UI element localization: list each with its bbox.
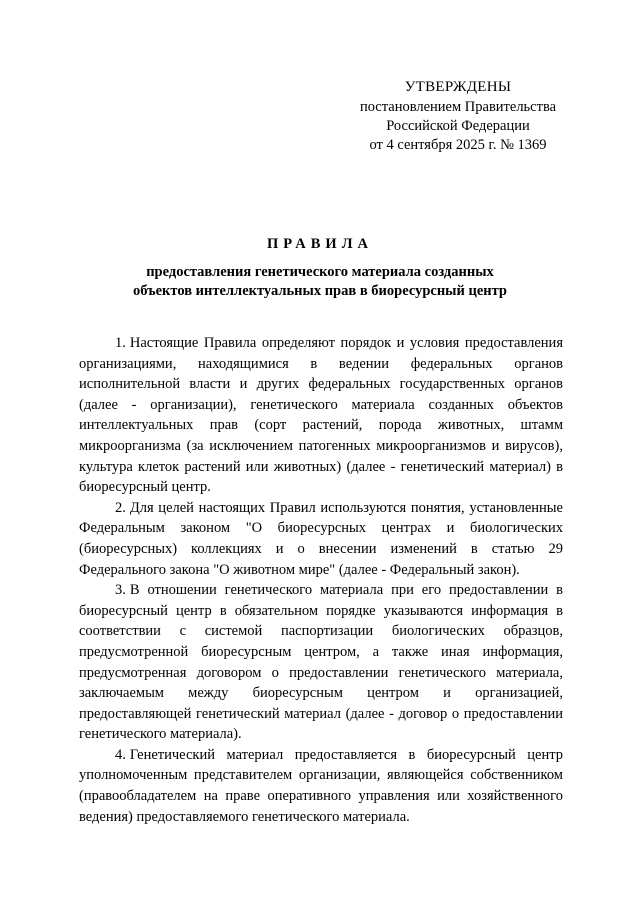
document-heading: ПРАВИЛА [267,236,373,252]
paragraph-number: 1. [115,335,126,351]
subtitle-line-2: объектов интеллектуальных прав в биоресурсный центр [133,283,507,299]
paragraph-number: 4. [115,746,126,763]
paragraph-1 [79,333,563,498]
document-subtitle [80,263,560,301]
paragraph-text: Для целей настоящих Правил используются понятия, установленные Федеральным законом "О биоресурсных центрах и биологических (биоресурсных) коллекциях и о внесении изменений в статью 29 Федерального закона "О животном мире" (далее - Федеральный закон). [79,499,563,578]
paragraph-number: 3. [115,582,126,599]
paragraph-number: 2. [115,499,126,516]
subtitle-line-1: предоставления генетического материала созданных [146,264,494,280]
paragraph-text: Генетический материал предоставляется в биоресурсный центр уполномоченным представителем организации, являющейся собственником (правообладателем на праве оперативного управления или хозяйственного ведения) предоставляемого генетического материала. [79,746,563,825]
approval-block [338,78,578,155]
document-body [79,333,563,827]
paragraph-text: В отношении генетического материала при его предоставлении в биоресурсный центр в обязательном порядке указываются информация в соответствии с системой паспортизации биологических образцов, предусмотренной биоресурсным центром, а также иная информация, предусмотренная договором о предоставлении генетического материала, заключаемым между биоресурсным центром и организацией, предоставляющей генетический материал (далее - договор о предоставлении генетического материала). [79,582,563,743]
paragraph-4 [79,745,563,827]
approval-title: УТВЕРЖДЕНЫ [404,79,512,95]
paragraph-2 [79,498,563,580]
approval-line-federation: Российской Федерации [386,118,530,134]
paragraph-text: Настоящие Правила определяют порядок и условия предоставления организациями, находящимися в ведении федеральных органов исполнительной власти и других федеральных государственных органов (далее - организации), генетического материала созданных объектов интеллектуальных прав (сорт растений, порода животных, штамм микроорганизма (за исключением патогенных микроорганизмов и вирусов), культура клеток растений или животных) (далее - генетический материал) в биоресурсный центр. [79,335,563,496]
approval-line-resolution: постановлением Правительства [359,99,557,115]
approval-line-date: от 4 сентября 2025 г. № 1369 [369,137,547,153]
paragraph-3 [79,580,563,745]
